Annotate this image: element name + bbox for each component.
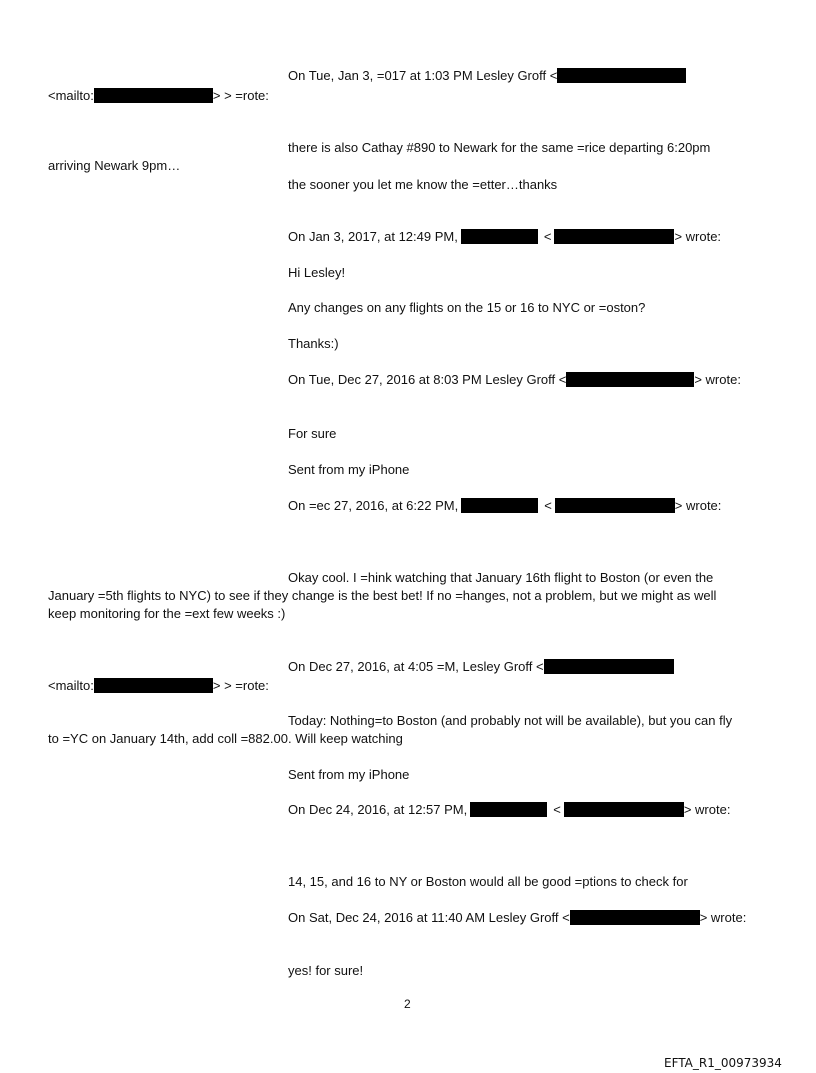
header-text: > wrote: [699, 910, 747, 925]
header-text: On Jan 3, 2017, at 12:49 PM, [288, 229, 458, 244]
message-line: arriving Newark 9pm… [48, 158, 181, 173]
message-line: For sure [288, 426, 337, 441]
page-number: 2 [404, 997, 411, 1011]
mailto-prefix: <mailto: [48, 88, 94, 103]
message-line: there is also Cathay #890 to Newark for the same =rice departing 6:20pm [288, 140, 711, 155]
header-text: > wrote: [674, 229, 722, 244]
email-header-line [288, 910, 746, 926]
email-header-line [288, 498, 721, 514]
header-text: < [544, 498, 552, 513]
mailto-suffix: > > =rote: [212, 88, 269, 103]
header-text: < [543, 229, 552, 244]
header-text: > wrote: [694, 372, 741, 387]
email-header-line [288, 659, 674, 675]
message-line: Today: Nothing=to Boston (and probably not will be available), but you can fly [288, 713, 733, 728]
message-line: 14, 15, and 16 to NY or Boston would all be good =ptions to check for [288, 874, 688, 889]
email-header-line [288, 372, 741, 388]
mailto-line [48, 88, 269, 104]
message-line: keep monitoring for the =ext few weeks :) [48, 606, 286, 621]
message-line: January =5th flights to NYC) to see if they change is the best bet! If no =hanges, not a problem, but we might as well [48, 588, 717, 603]
header-text: On Sat, Dec 24, 2016 at 11:40 AM Lesley Groff < [288, 910, 570, 925]
mailto-prefix: <mailto: [48, 678, 94, 693]
redaction-bar [94, 88, 213, 103]
mailto-line [48, 678, 269, 694]
redaction-bar [461, 498, 538, 513]
message-line: yes! for sure! [288, 963, 364, 978]
redaction-bar [566, 372, 694, 387]
message-line: Okay cool. I =hink watching that January 16th flight to Boston (or even the [288, 570, 714, 585]
mailto-suffix: > > =rote: [212, 678, 269, 693]
header-text: > wrote: [674, 498, 722, 513]
document-id: EFTA_R1_00973934 [664, 1056, 782, 1070]
redaction-bar [555, 498, 675, 513]
message-line: the sooner you let me know the =etter…thanks [288, 177, 558, 192]
redaction-bar [554, 229, 674, 244]
header-text: On Tue, Jan 3, =017 at 1:03 PM Lesley Groff < [288, 68, 558, 83]
redaction-bar [470, 802, 547, 817]
email-header-line [288, 229, 721, 245]
redaction-bar [544, 659, 674, 674]
message-line: Any changes on any flights on the 15 or 16 to NYC or =oston? [288, 300, 646, 315]
header-text: < [553, 802, 561, 817]
message-line: Hi Lesley! [288, 265, 346, 280]
header-text: On Dec 24, 2016, at 12:57 PM, [288, 802, 468, 817]
header-text: > wrote: [683, 802, 731, 817]
message-line: to =YC on January 14th, add coll =882.00. Will keep watching [48, 731, 403, 746]
redaction-bar [570, 910, 700, 925]
message-line: Thanks:) [288, 336, 339, 351]
redaction-bar [564, 802, 684, 817]
header-text: On =ec 27, 2016, at 6:22 PM, [288, 498, 459, 513]
email-header-line [288, 68, 686, 84]
redaction-bar [557, 68, 686, 83]
redaction-bar [94, 678, 213, 693]
message-line: Sent from my iPhone [288, 767, 410, 782]
email-header-line [288, 802, 730, 818]
redaction-bar [461, 229, 538, 244]
message-line: Sent from my iPhone [288, 462, 410, 477]
header-text: On Dec 27, 2016, at 4:05 =M, Lesley Groff < [288, 659, 544, 674]
header-text: On Tue, Dec 27, 2016 at 8:03 PM Lesley Groff < [288, 372, 567, 387]
